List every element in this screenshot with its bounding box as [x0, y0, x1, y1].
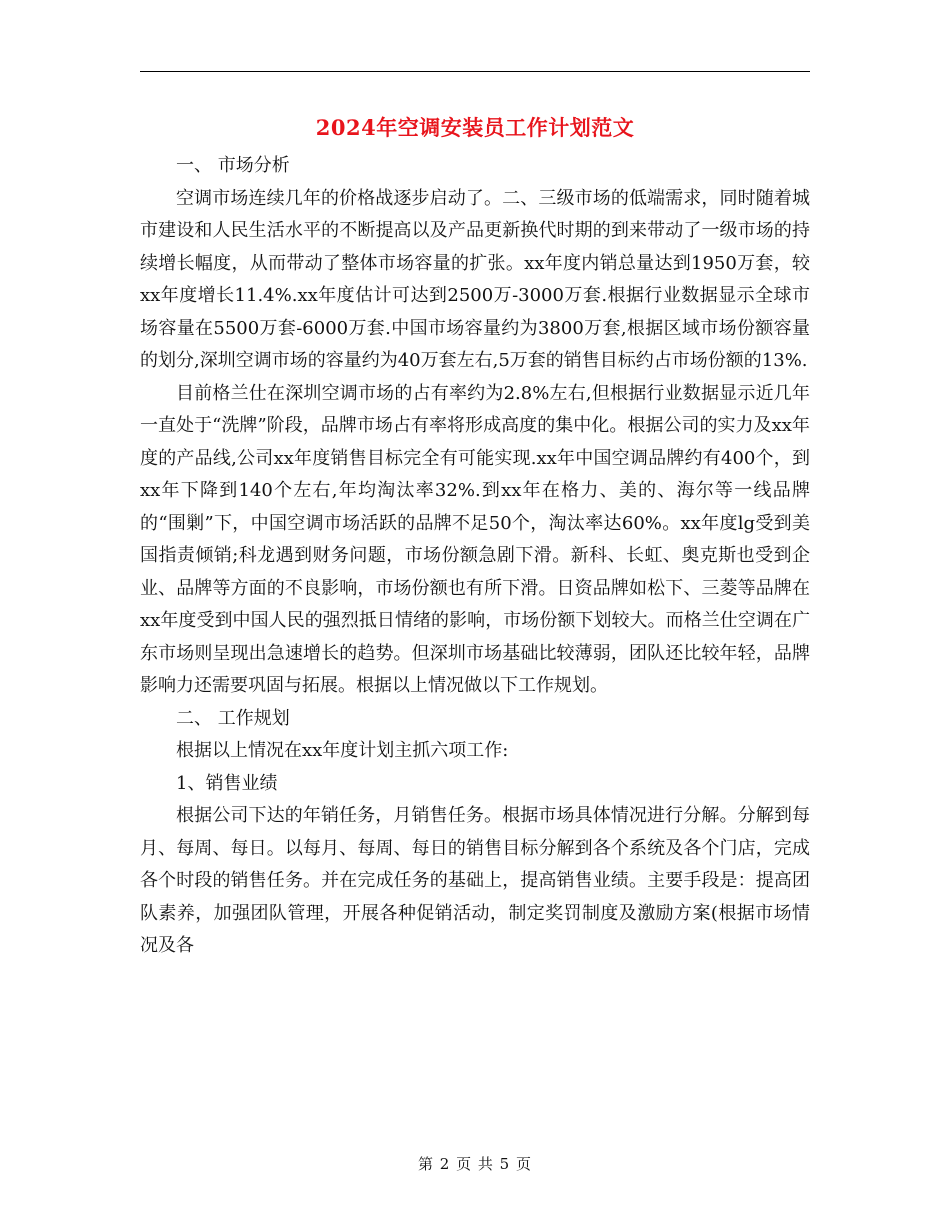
section-heading-market-analysis: 一、 市场分析 — [176, 155, 290, 176]
paragraph-market-capacity: 空调市场连续几年的价格战逐步启动了。二、三级市场的低端需求，同时随着城市建设和人民生活水平的不断提高以及产品更新换代时期的到来带动了一级市场的持续增长幅度，从而带动了整体市场容量的扩张。xx年度内销总量达到1950万套，较xx年度增长11.4%.xx年度估计可达到2500万-3000万套.根据行业数据显示全球市场容量在5500万套-6000万套.中国市场容量约为3800万套,根据区域市场份额容量的划分,深圳空调市场的容量约为40万套左右,5万套的销售目标约占市场份额的13%. — [140, 187, 810, 371]
document-title: 2024年空调安装员工作计划范文 — [315, 115, 635, 140]
subheading-sales-performance: 1、销售业绩 — [176, 772, 278, 794]
paragraph-six-tasks: 根据以上情况在xx年度计划主抓六项工作: — [176, 740, 509, 761]
paragraph-brand-share: 目前格兰仕在深圳空调市场的占有率约为2.8%左右,但根据行业数据显示近几年一直处于“洗牌”阶段，品牌市场占有率将形成高度的集中化。根据公司的实力及xx年度的产品线,公司xx年度销售目标完全有可能实现.xx年中国空调品牌约有400个，到xx年下降到140个左右,年均淘汰率32%.到xx年在格力、美的、海尔等一线品牌的“围剿”下，中国空调市场活跃的品牌不足50个，淘汰率达60%。xx年度lg受到美国指责倾销;科龙遇到财务问题，市场份额急剧下滑。新科、长虹、奥克斯也受到企业、品牌等方面的不良影响，市场份额也有所下滑。日资品牌如松下、三菱等品牌在xx年度受到中国人民的强烈抵日情绪的影响，市场份额下划较大。而格兰仕空调在广东市场则呈现出急速增长的趋势。但深圳市场基础比较薄弱，团队还比较年轻，品牌影响力还需要巩固与拓展。根据以上情况做以下工作规划。 — [140, 382, 810, 696]
page-number: 第 2 页 共 5 页 — [418, 1155, 532, 1173]
document-body — [140, 150, 810, 963]
section-heading-work-plan: 二、 工作规划 — [176, 707, 290, 729]
header-rule — [140, 71, 810, 72]
paragraph-sales-targets: 根据公司下达的年销任务，月销售任务。根据市场具体情况进行分解。分解到每月、每周、每日。以每月、每周、每日的销售目标分解到各个系统及各个门店，完成各个时段的销售任务。并在完成任务的基础上，提高销售业绩。主要手段是：提高团队素养，加强团队管理，开展各种促销活动，制定奖罚制度及激励方案(根据市场情况及各 — [140, 805, 810, 956]
